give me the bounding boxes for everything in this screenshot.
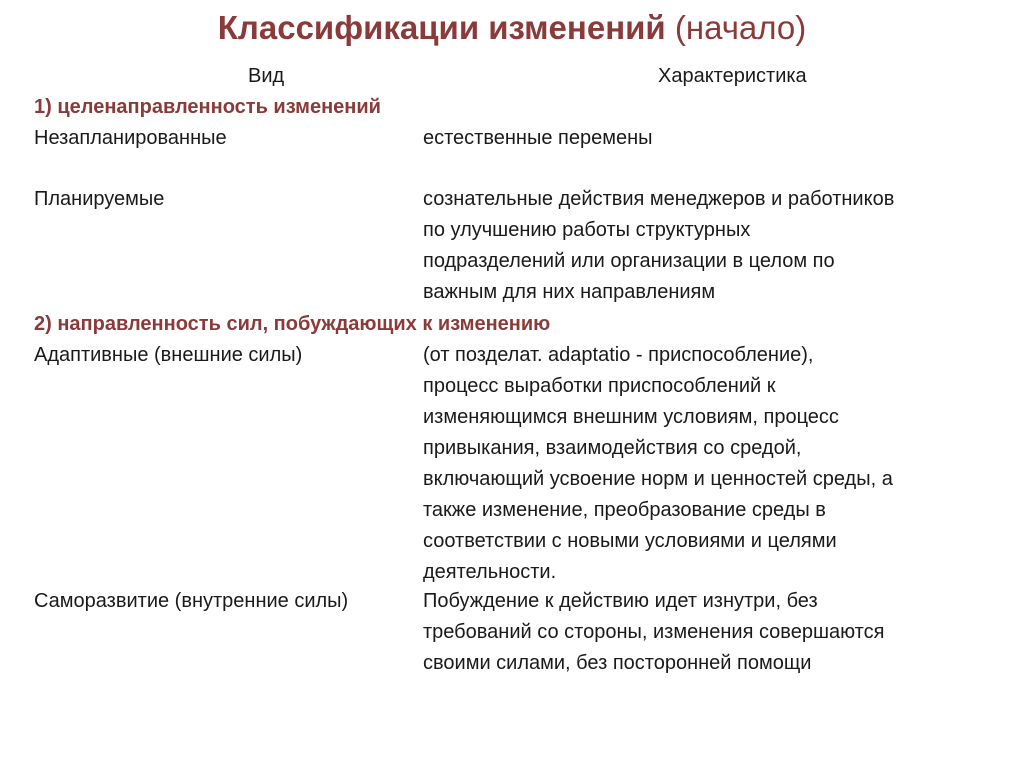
description-adaptive (423, 340, 1003, 588)
description-line: важным для них направлениям (423, 281, 716, 303)
column-header-kind: Вид (248, 65, 285, 87)
kind-adaptive: Адаптивные (внешние силы) (34, 344, 303, 366)
kind-planned: Планируемые (34, 188, 165, 210)
description-self-development (423, 586, 1003, 679)
description-line: привыкания, взаимодействия со средой, (423, 437, 802, 459)
description-line: естественные перемены (423, 127, 653, 149)
title-suffix: (начало) (674, 9, 807, 46)
section-heading-purposefulness: 1) целенаправленность изменений (34, 96, 381, 118)
description-line: изменяющимся внешним условиям, процесс (423, 406, 839, 428)
kind-unplanned: Незапланированные (34, 127, 227, 149)
description-line: процесс выработки приспособлений к (423, 375, 776, 397)
description-line: также изменение, преобразование среды в (423, 499, 826, 521)
description-line: подразделений или организации в целом по (423, 250, 835, 272)
description-line: по улучшению работы структурных (423, 219, 751, 241)
title-main: Классификации изменений (217, 9, 666, 46)
description-line: своими силами, без посторонней помощи (423, 652, 812, 674)
description-line: требований со стороны, изменения совершаются (423, 621, 885, 643)
column-header-characteristic: Характеристика (658, 65, 807, 87)
description-line: (от позделат. adaptatio - приспособление), (423, 344, 814, 366)
description-planned (423, 184, 1003, 308)
description-unplanned (423, 123, 1003, 154)
description-line: включающий усвоение норм и ценностей среды, а (423, 468, 893, 490)
section-heading-forces: 2) направленность сил, побуждающих к изменению (34, 313, 551, 335)
description-line: деятельности. (423, 561, 557, 583)
description-line: соответствии с новыми условиями и целями (423, 530, 837, 552)
description-line: сознательные действия менеджеров и работников (423, 188, 895, 210)
description-line: Побуждение к действию идет изнутри, без (423, 590, 818, 612)
kind-self-development: Саморазвитие (внутренние силы) (34, 590, 349, 612)
slide-title (0, 2, 1024, 54)
